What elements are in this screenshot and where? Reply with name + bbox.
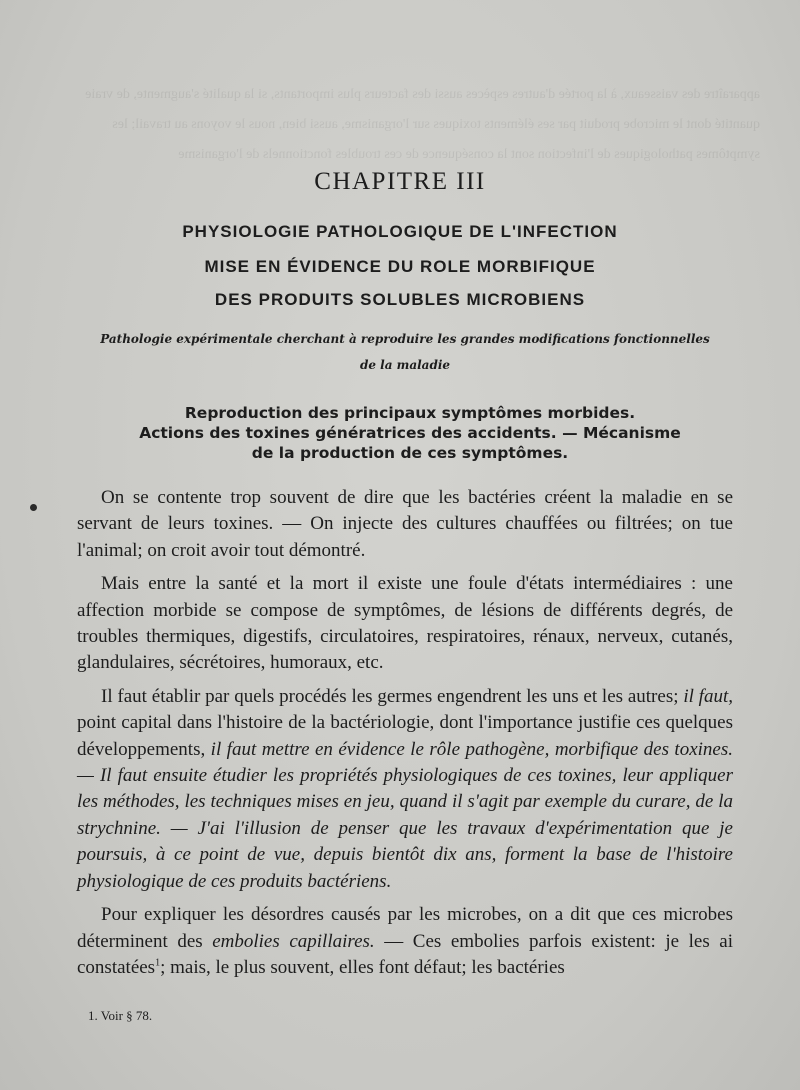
section-heading-line-1: Reproduction des principaux symptômes morbides.: [184, 404, 636, 422]
subtitle-line-2: de la maladie: [359, 358, 451, 372]
paragraph-3-italic-d: il faut mettre en évidence le rôle pathogène, morbifique des toxines. — Il faut ensuite étudier les propriétés physiologiques de ces toxines, leur appliquer les méthodes, les techniques mises en jeu, quand il s'agit par exemple du curare, de la strychnine. — J'ai l'illusion de penser que les travaux d'expérimentation que je poursuis, à ce point de vue, depuis bientôt dix ans, forment la base de l'histoire physiologique de ces produits bactériens.: [77, 738, 733, 892]
section-heading-line-3: de la production de ces symptômes.: [251, 444, 569, 462]
paragraph-4-text-a: Pour expliquer les désordres causés par les microbes, on a dit que ces microbes déterminent des: [77, 904, 733, 952]
heading-line-2: MISE EN ÉVIDENCE DU ROLE MORBIFIQUE: [204, 257, 596, 276]
footnote-marker: 1: [155, 957, 161, 969]
heading-line-3: DES PRODUITS SOLUBLES MICROBIENS: [214, 290, 586, 309]
paragraph-2: Mais entre la santé et la mort il existe une foule d'états intermédiaires : une affection morbide se compose de symptômes, de lésions de différents degrés, de troubles thermiques, digestifs, circulatoires, respiratoires, rénaux, nerveux, cutanés, glandulaires, sécrétoires, humoraux, etc.: [77, 573, 733, 674]
paragraph-3: [77, 684, 733, 895]
section-heading-line-2: Actions des toxines génératrices des accidents. — Mécanisme: [139, 424, 681, 442]
paragraph-4-text-c: — Ces embolies parfois existent: je les ai constatées: [77, 930, 733, 978]
paragraph-4-text-d: ; mais, le plus souvent, elles font défaut; les bactéries: [160, 956, 565, 978]
paragraph-4: [77, 902, 733, 981]
margin-mark: [30, 504, 37, 511]
section-heading: [60, 403, 760, 463]
chapter-title: CHAPITRE III: [314, 168, 486, 195]
paragraph-3-text-c: point capital dans l'histoire de la bactériologie, dont l'importance justifie ces quelques développements,: [77, 712, 733, 760]
subtitle-line-1: Pathologie expérimentale cherchant à reproduire les grandes modifications fonctionnelles: [100, 332, 710, 346]
footnote: 1. Voir § 78.: [88, 1008, 153, 1023]
paragraph-3-text-a: Il faut établir par quels procédés les germes engendrent les uns et les autres;: [101, 685, 684, 707]
heading-line-1: PHYSIOLOGIE PATHOLOGIQUE DE L'INFECTION: [182, 222, 618, 241]
paragraph-4-italic-b: embolies capillaires.: [212, 930, 375, 952]
bleed-through-text: apparaître des vaisseaux, à la portée d'autres espèces aussi des facteurs plus importants, si la qualité s'augmente, de vraie quantité dont le microbe produit par ses éléments toxiques sur l'organisme, aussi bien, nous le voyons au travail; les symptômes pathologiques de l'infection sont la conséquence de ces troubles fonctionnels de l'organisme: [85, 87, 760, 162]
paragraph-1: On se contente trop souvent de dire que les bactéries créent la maladie en se servant de leurs toxines. — On injecte des cultures chauffées ou filtrées; on tue l'animal; on croit avoir tout démontré.: [77, 487, 733, 561]
body-text: [77, 485, 733, 988]
paragraph-3-italic-b: il faut,: [683, 685, 733, 707]
